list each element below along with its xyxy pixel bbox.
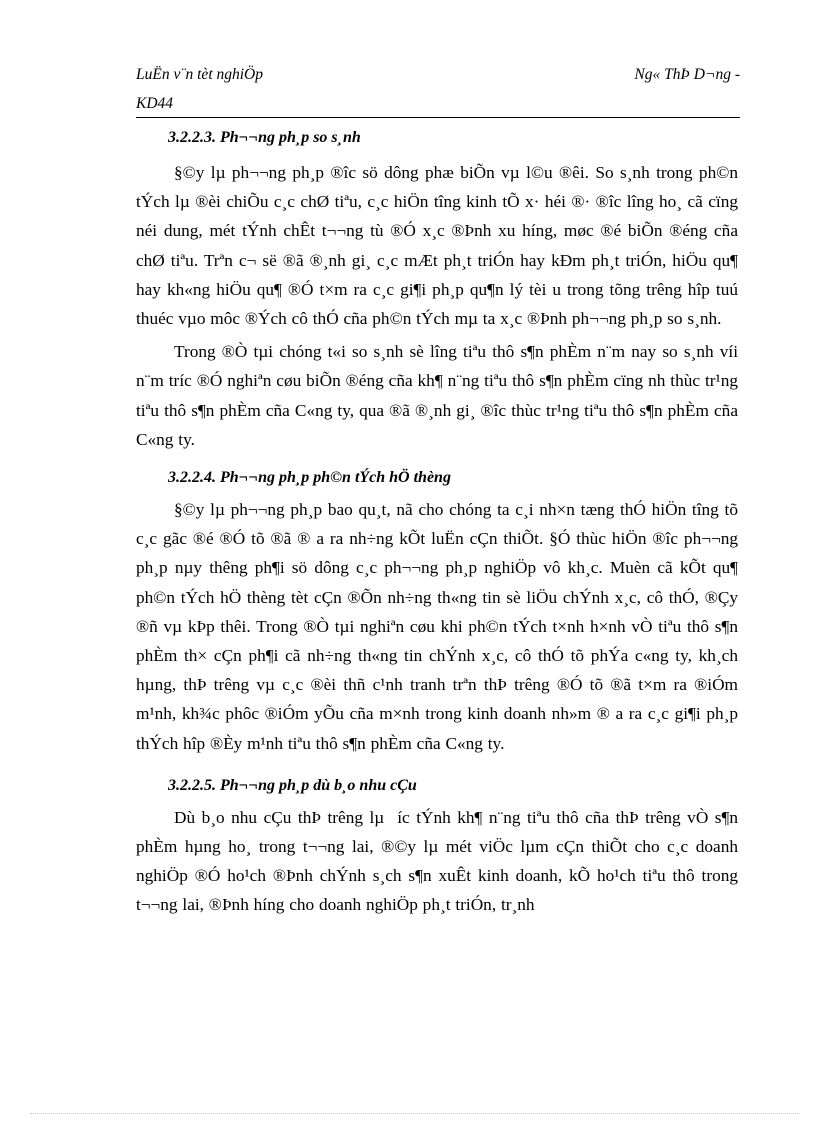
section-heading-demand-forecast: 3.2.2.5. Ph¬¬ng ph¸p dù b¸o nhu cÇu	[168, 776, 417, 794]
paragraph: Dù b¸o nhu cÇu thÞ trêng lµ íc tÝnh kh¶ n¨ng tiªu thô cña thÞ trêng vÒ s¶n phÈm hµng ho¸ trong t¬¬ng lai, ®©y lµ mét viÖc lµm cÇn thiÕt cho c¸c doanh nghiÖp ®Ó ho¹ch ®Þnh chÝnh s¸ch s¶n xuÊt kinh doanh, kÕ ho¹ch tiªu thô trong t¬¬ng lai, ®Þnh híng cho doanh nghiÖp ph¸t triÓn, tr¸nh	[136, 807, 738, 915]
header-thesis-title: LuËn v¨n tèt nghiÖp	[136, 66, 263, 83]
section-heading-system-analysis: 3.2.2.4. Ph¬¬ng ph¸p ph©n tÝch hÖ thèng	[168, 469, 451, 487]
header-class: KD44	[136, 95, 174, 112]
page-bottom-border	[30, 1113, 800, 1114]
paragraph: §©y lµ ph¬¬ng ph¸p ®îc sö dông phæ biÕn vµ l©u ®êi. So s¸nh trong ph©n tÝch lµ ®èi chiÕu c¸c chØ tiªu, c¸c hiÖn tîng kinh tÕ x· héi ®· ®îc lîng ho¸ cã cïng néi dung, mét tÝnh chÊt t¬¬ng tù ®Ó x¸c ®Þnh xu híng, møc ®é biÕn ®éng cña chØ tiªu. Trªn c¬ së ®ã ®¸nh gi¸ c¸c mÆt ph¸t triÓn hay kÐm ph¸t triÓn, hiÖu qu¶ hay kh«ng hiÖu qu¶ ®Ó t×m ra c¸c gi¶i ph¸p qu¶n lý tèi u trong tõng trêng hîp tuú thuéc vµo môc ®Ých cô thÓ cña ph©n tÝch mµ ta x¸c ®Þnh ph¬¬ng ph¸p so s¸nh.	[136, 163, 738, 329]
document-body	[136, 118, 738, 920]
page-header	[136, 62, 740, 118]
section-heading-comparison: 3.2.2.3. Ph¬¬ng ph¸p so s¸nh	[168, 129, 361, 146]
paragraph: Trong ®Ò tµi chóng t«i so s¸nh sè lîng tiªu thô s¶n phÈm n¨m nay so s¸nh víi n¨m tríc ®Ó nghiªn cøu biÕn ®éng cña kh¶ n¨ng tiªu thô s¶n phÈm cïng nh thùc tr¹ng tiªu thô s¶n phÈm cña C«ng ty, qua ®ã ®¸nh gi¸ ®îc thùc tr¹ng tiªu thô s¶n phÈm cña C«ng ty.	[136, 342, 738, 449]
paragraph: §©y lµ ph¬¬ng ph¸p bao qu¸t, nã cho chóng ta c¸i nh×n tæng thÓ hiÖn tîng tõ c¸c gãc ®é ®Ó tõ ®ã ® a ra nh÷ng kÕt luËn cÇn thiÕt. §Ó thùc hiÖn ®îc ph¬¬ng ph¸p nµy thêng ph¶i sö dông c¸c ph¬¬ng ph¸p nghiÖp vô kh¸c. Muèn cã kÕt qu¶ ph©n tÝch hÖ thèng tèt cÇn ®Õn nh÷ng th«ng tin sè liÖu chÝnh x¸c, cô thÓ, ®Çy ®ñ vµ kÞp thêi. Trong ®Ò tµi nghiªn cøu khi ph©n tÝch t×nh h×nh vÒ tiªu thô s¶n phÈm th× cÇn ph¶i cã nh÷ng th«ng tin chÝnh x¸c, cô thÓ tõ phÝa c«ng ty, kh¸ch hµng, thÞ trêng vµ c¸c ®èi thñ c¹nh tranh trªn thÞ trêng ®Ó tõ ®ã t×m ra ®iÓm m¹nh, kh¾c phôc ®iÓm yÕu cña m×nh trong kinh doanh nh»m ® a ra c¸c gi¶i ph¸p thÝch hîp ®Èy m¹nh tiªu thô s¶n phÈm cña C«ng ty.	[136, 500, 738, 753]
header-author: Ng« ThÞ D¬ng -	[634, 66, 740, 83]
